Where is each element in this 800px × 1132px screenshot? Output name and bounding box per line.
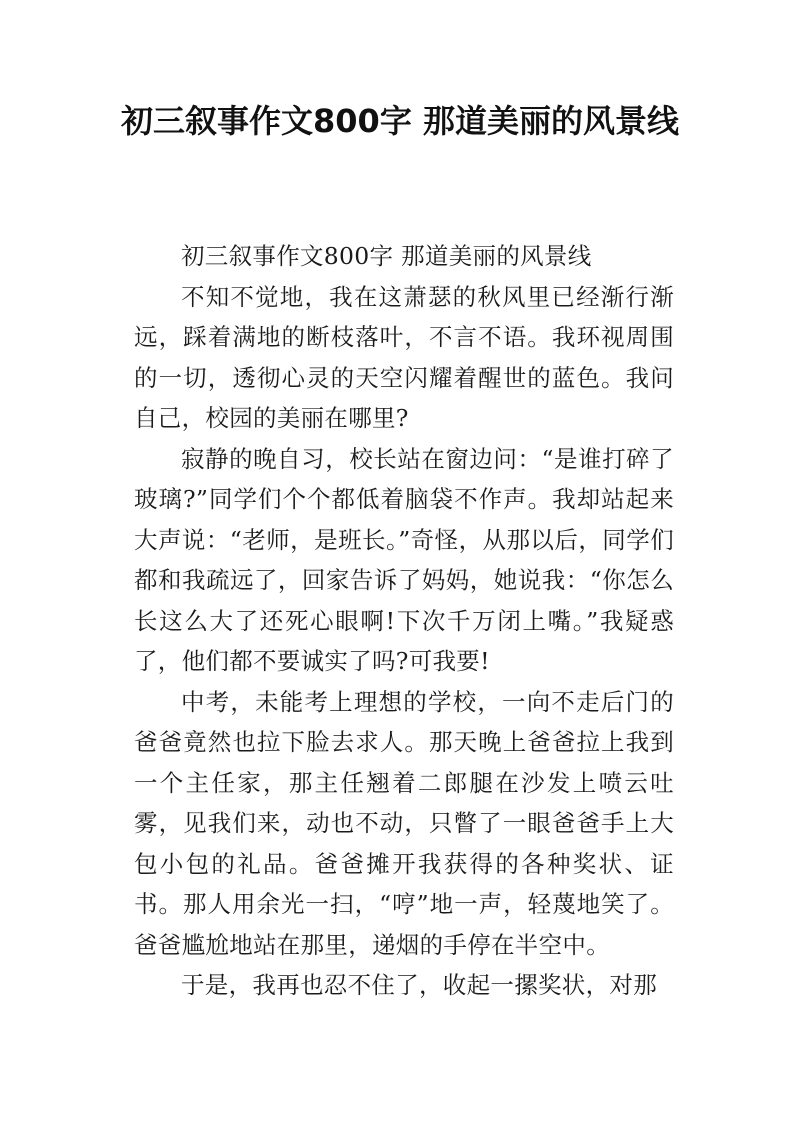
paragraph-subtitle: 初三叙事作文800字 那道美丽的风景线: [181, 242, 592, 270]
paragraph: 不知不觉地，我在这萧瑟的秋风里已经渐行渐远，踩着满地的断枝落叶，不言不语。我环视周围的一切，透彻心灵的天空闪耀着醒世的蓝色。我问自己，校园的美丽在哪里?: [134, 282, 674, 432]
paragraph: 寂静的晚自习，校长站在窗边问：“是谁打碎了玻璃?”同学们个个都低着脑袋不作声。我却站起来大声说：“老师，是班长。”奇怪，从那以后，同学们都和我疏远了，回家告诉了妈妈，她说我：“你怎么长这么大了还死心眼啊!下次千万闭上嘴。”我疑惑了，他们都不要诚实了吗?可我要!: [134, 444, 674, 675]
document-title: 初三叙事作文800字 那道美丽的风景线: [121, 102, 679, 140]
paragraph: 于是，我再也忍不住了，收起一摞奖状，对那: [181, 971, 657, 999]
document-body: [134, 236, 674, 1006]
paragraph: 中考，未能考上理想的学校，一向不走后门的爸爸竟然也拉下脸去求人。那天晚上爸爸拉上我到一个主任家，那主任翘着二郎腿在沙发上喷云吐雾，见我们来，动也不动，只瞥了一眼爸爸手上大包小包的礼品。爸爸摊开我获得的各种奖状、证书。那人用余光一扫，“哼”地一声，轻蔑地笑了。爸爸尴尬地站在那里，递烟的手停在半空中。: [134, 687, 674, 959]
